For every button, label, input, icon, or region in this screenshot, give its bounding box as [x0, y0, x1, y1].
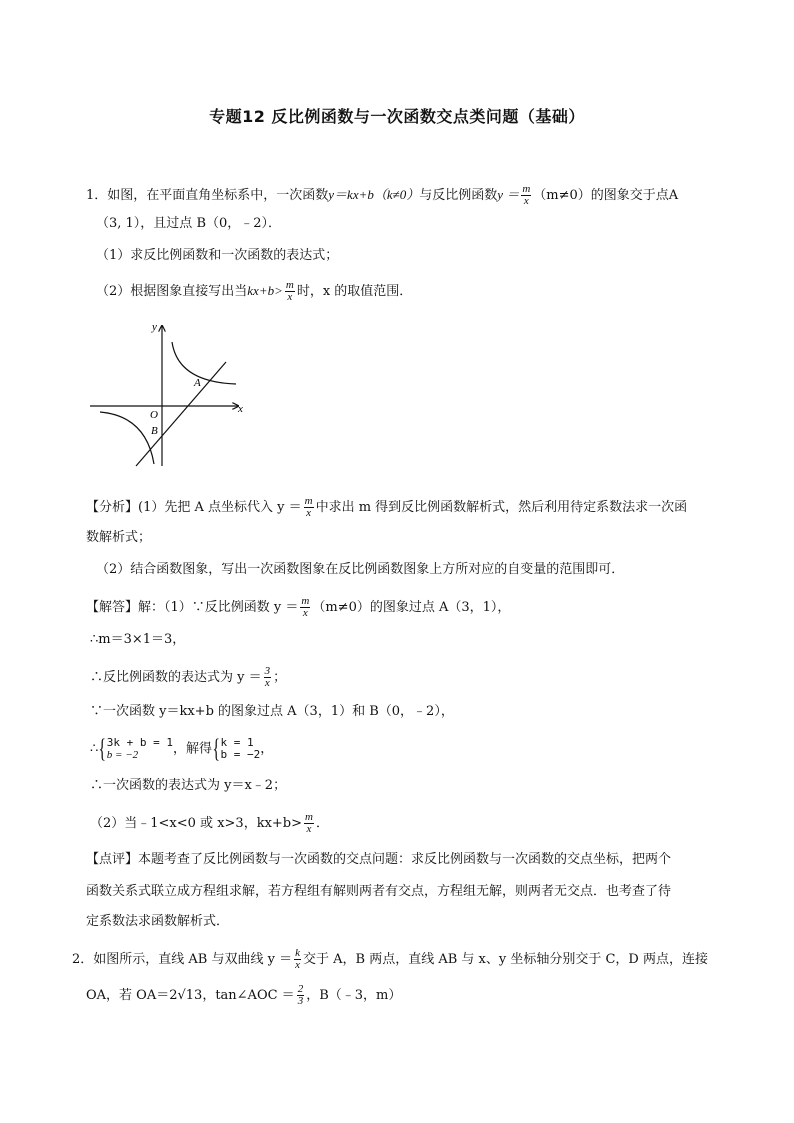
analysis-line-3: （2）结合函数图象，写出一次函数图象在反比例函数图象上方所对应的自变量的范围即可．	[96, 562, 625, 577]
system-row: b = −2	[220, 748, 261, 761]
q1-y-eq: y ＝	[497, 187, 520, 202]
q2-text-a: 2．如图所示，直线 AB 与双曲线 y ＝	[72, 952, 293, 967]
frac-denominator: 3	[297, 995, 304, 1007]
solution-line-7	[90, 812, 329, 835]
review-line-1: 【点评】本题考查了反比例函数与一次函数的交点问题：求反比例函数与一次函数的交点坐标，把两个	[86, 852, 672, 867]
q1-part2-text-a: （2）根据图象直接写出当	[96, 284, 248, 299]
frac-numerator: m	[301, 595, 310, 607]
system-row: 3k + b = 1	[106, 736, 173, 749]
system-row: k = 1	[220, 736, 254, 749]
analysis-line-1	[86, 496, 687, 519]
q2-text-d: ，B（﹣3，m）	[306, 988, 402, 1003]
review-line-2: 函数关系式联立成方程组求解，若方程组有解则两者有交点，方程组无解，则两者无交点．也考查了待	[86, 884, 672, 899]
frac-numerator: 2	[297, 983, 304, 995]
system-row: b = −2	[106, 749, 139, 761]
solution-text-e: ，解得	[173, 741, 213, 757]
frac-numerator: m	[305, 811, 313, 823]
solution-text-a: 【解答】解：（1）∵反比例函数 y ＝	[86, 600, 299, 615]
solution-fraction-1	[300, 596, 310, 619]
analysis-fraction	[304, 496, 314, 519]
q2-text-c: OA，若 OA＝2√13，tan∠AOC ＝	[86, 988, 295, 1003]
solution-fraction-2	[264, 666, 272, 689]
q1-text-b: 与反比例函数	[419, 188, 498, 203]
left-brace: {	[212, 734, 221, 763]
q1-part2-text-b: 时，x 的取值范围．	[296, 284, 413, 299]
label-y: y	[152, 321, 157, 333]
solution-fraction-3	[304, 812, 314, 835]
q2-text-b: 交于 A，B 两点，直线 AB 与 x、y 坐标轴分别交于 C，D 两点，连接	[302, 952, 708, 967]
analysis-line-2: 数解析式；	[86, 530, 152, 545]
solution-text-h: ．	[315, 816, 329, 831]
analysis-text-a: 【分析】(1）先把 A 点坐标代入 y ＝	[86, 500, 302, 515]
q1-part-1: （1）求反比例函数和一次函数的表达式；	[96, 248, 339, 263]
q1-part2-fraction	[285, 280, 295, 303]
frac-denominator: x	[306, 507, 312, 519]
hyperbola-branch-1	[172, 342, 236, 384]
function-graph	[86, 316, 246, 468]
q1-line-2: （3, 1），且过点 B（0，﹣2）．	[96, 216, 282, 231]
q1-line-1	[86, 184, 678, 207]
frac-numerator: m	[522, 183, 531, 195]
equation-system-2	[221, 737, 261, 761]
label-b: B	[151, 425, 158, 437]
q1-text-a: 1．如图，在平面直角坐标系中，一次函数	[86, 188, 329, 203]
frac-denominator: x	[302, 607, 308, 619]
analysis-text-b: 中求出 m 得到反比例函数解析式，然后利用待定系数法求一次函	[315, 500, 688, 515]
solution-line-6: ∴一次函数的表达式为 y＝x﹣2；	[90, 778, 287, 793]
q1-text-c: （m≠0）的图象交于点A	[533, 188, 679, 203]
q2-line-1	[72, 948, 708, 971]
frac-denominator: x	[287, 291, 293, 303]
frac-denominator: x	[523, 195, 529, 207]
q1-part-2	[96, 280, 412, 303]
solution-text-b: （m≠0）的图象过点 A（3，1），	[312, 600, 511, 615]
page-title: 专题12 反比例函数与一次函数交点类问题（基础）	[209, 107, 585, 126]
solution-text-g: （2）当﹣1<x<0 或 x>3，kx+b>	[90, 816, 303, 831]
hyperbola-branch-2	[100, 412, 154, 464]
review-line-3: 定系数法求函数解析式．	[86, 914, 230, 929]
equation-system-1	[107, 737, 173, 761]
solution-line-4: ∵一次函数 y＝kx+b 的图象过点 A（3，1）和 B（0，﹣2），	[90, 704, 454, 719]
q2-fraction-2	[297, 984, 305, 1007]
q1-linear-eq: y＝kx+b（k≠0）	[328, 187, 420, 202]
label-a: A	[194, 377, 201, 389]
frac-numerator: 3	[264, 665, 271, 677]
label-x: x	[238, 403, 243, 415]
frac-denominator: x	[264, 677, 270, 689]
label-o: O	[150, 409, 158, 421]
q2-fraction-1	[294, 948, 301, 971]
therefore-symbol: ∴	[90, 741, 99, 757]
q2-line-2	[86, 984, 401, 1007]
solution-text-d: ；	[273, 670, 287, 685]
solution-line-1	[86, 596, 510, 619]
solution-line-5	[90, 736, 273, 762]
frac-numerator: k	[295, 947, 300, 959]
solution-text-f: ，	[260, 741, 274, 757]
solution-line-3	[90, 666, 286, 689]
q1-fraction	[521, 184, 531, 207]
solution-line-2: ∴m＝3×1＝3，	[90, 632, 186, 647]
frac-denominator: x	[295, 959, 300, 971]
q1-part2-ineq: kx+b>	[247, 283, 283, 298]
frac-numerator: m	[285, 279, 294, 291]
frac-denominator: x	[306, 823, 312, 835]
left-brace: {	[98, 734, 107, 763]
frac-numerator: m	[304, 495, 313, 507]
solution-text-c: ∴反比例函数的表达式为 y ＝	[90, 670, 262, 685]
